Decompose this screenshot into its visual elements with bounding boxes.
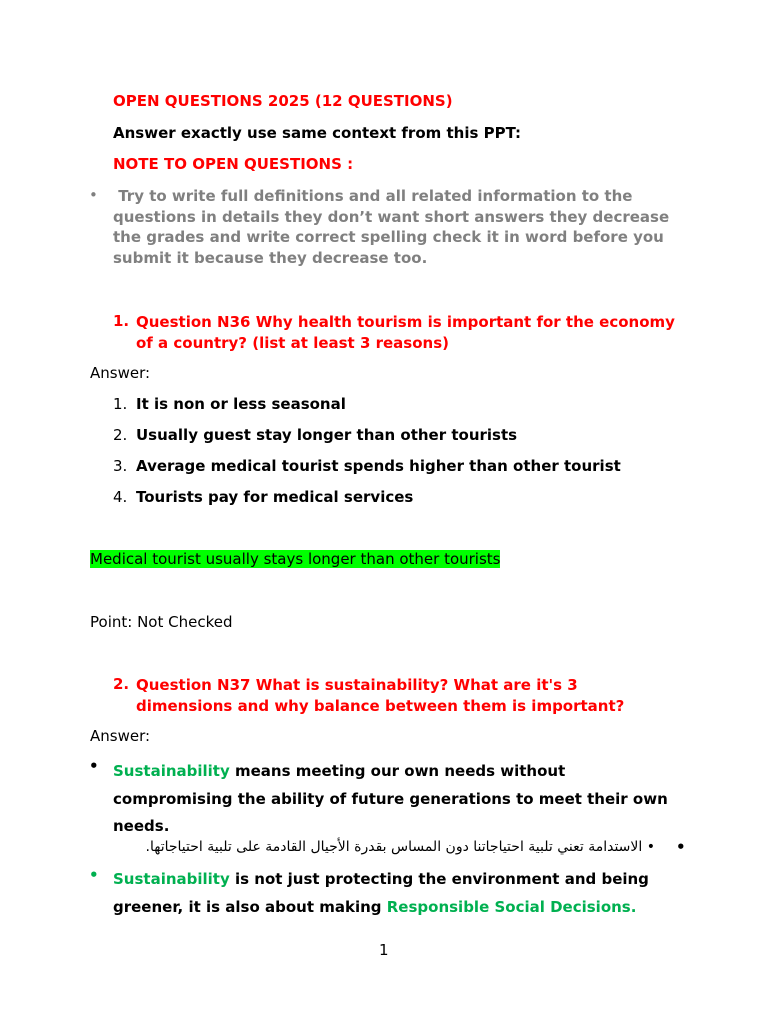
responsible-decisions-term: Responsible Social Decisions. bbox=[386, 897, 637, 916]
note-line: Try to write full definitions and all related information to the bbox=[113, 187, 633, 205]
answer-label: Answer: bbox=[90, 364, 151, 382]
arabic-translation: • الاستدامة تعني تلبية احتياجاتنا دون المساس بقدرة الأجيال القادمة على تلبية احتياجاتها. bbox=[145, 839, 655, 855]
note-bullet: • bbox=[89, 186, 98, 204]
definition-paragraph bbox=[113, 758, 668, 841]
question-line: of a country? (list at least 3 reasons) bbox=[136, 333, 450, 352]
note-line: the grades and write correct spelling check it in word before you bbox=[113, 228, 664, 247]
answer-item: Usually guest stay longer than other tourists bbox=[136, 426, 518, 444]
question-line: dimensions and why balance between them is important? bbox=[136, 696, 625, 715]
note-line: questions in details they don’t want short answers they decrease bbox=[113, 207, 670, 226]
note-line: submit it because they decrease too. bbox=[113, 249, 428, 268]
definition-line: needs. bbox=[113, 817, 170, 835]
question-line: Question N37 What is sustainability? What are it's 3 bbox=[136, 676, 578, 694]
question-text bbox=[136, 312, 675, 353]
note-heading: NOTE TO OPEN QUESTIONS : bbox=[113, 155, 354, 173]
question-line: Question N36 Why health tourism is important for the economy bbox=[136, 313, 675, 331]
point-status: Point: Not Checked bbox=[90, 613, 233, 631]
bullet-icon: • bbox=[89, 866, 99, 884]
definition-line: compromising the ability of future generations to meet their own bbox=[113, 789, 668, 808]
page-number: 1 bbox=[379, 941, 389, 959]
note-text bbox=[113, 186, 713, 269]
answer-item: It is non or less seasonal bbox=[136, 395, 346, 413]
definition-text: greener, it is also about making bbox=[113, 897, 387, 916]
answer-number: 3. bbox=[113, 457, 128, 475]
bullet-icon: • bbox=[676, 838, 686, 856]
answer-number: 1. bbox=[113, 395, 128, 413]
instruction-text: Answer exactly use same context from this PPT: bbox=[113, 124, 522, 142]
highlight-text: Medical tourist usually stays longer than other tourists bbox=[90, 550, 501, 568]
question-number: 2. bbox=[113, 675, 130, 693]
answer-label: Answer: bbox=[90, 727, 151, 745]
sustainability-term: Sustainability bbox=[113, 870, 230, 888]
answer-item: Average medical tourist spends higher than other tourist bbox=[136, 457, 621, 475]
definition-text: is not just protecting the environment and being bbox=[229, 870, 649, 888]
answer-item: Tourists pay for medical services bbox=[136, 488, 414, 506]
definition-text: means meeting our own needs without bbox=[229, 762, 566, 780]
bullet-icon: • bbox=[89, 757, 99, 775]
highlighted-note bbox=[90, 550, 500, 568]
answer-number: 2. bbox=[113, 426, 128, 444]
definition-paragraph bbox=[113, 866, 649, 921]
document-title: OPEN QUESTIONS 2025 (12 QUESTIONS) bbox=[113, 92, 453, 110]
sustainability-term: Sustainability bbox=[113, 762, 230, 780]
question-text bbox=[136, 675, 624, 716]
question-number: 1. bbox=[113, 312, 130, 330]
answer-number: 4. bbox=[113, 488, 128, 506]
